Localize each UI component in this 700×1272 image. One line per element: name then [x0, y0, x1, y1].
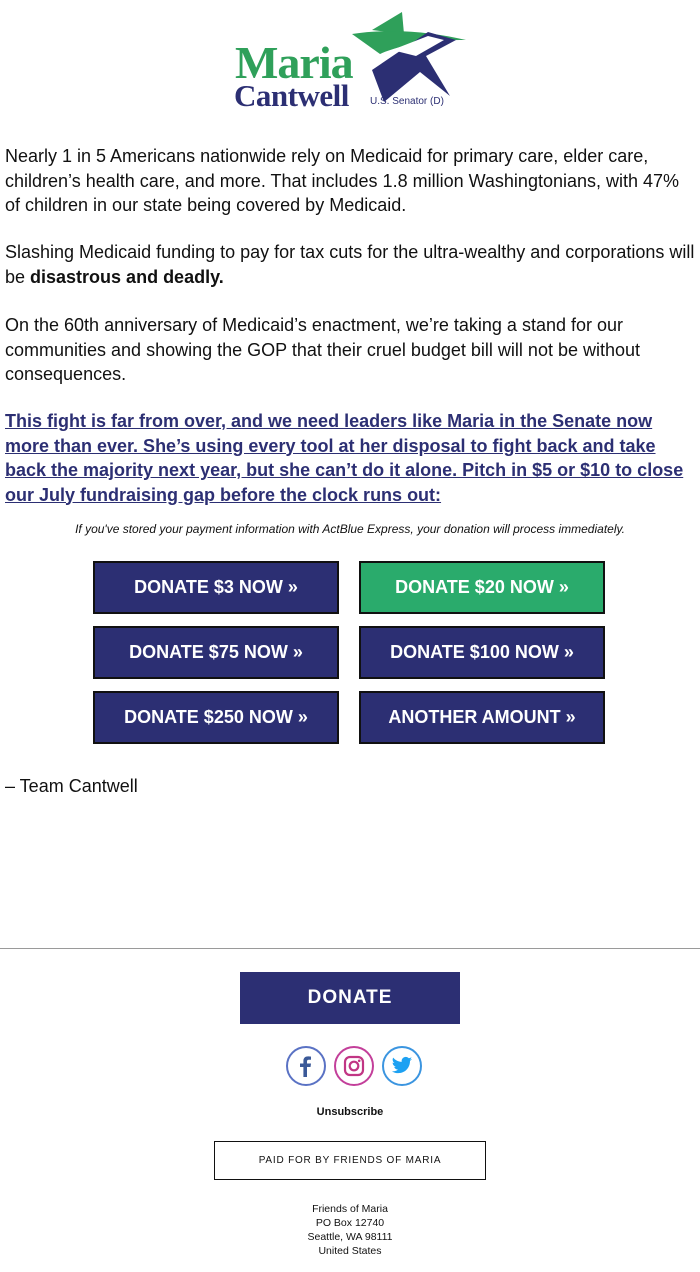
address-line: United States [318, 1245, 382, 1257]
paragraph-funding-cuts-text: Slashing Medicaid funding to pay for tax cuts for the ultra-wealthy and corporations will be [5, 242, 695, 287]
actblue-note: If you've stored your payment information with ActBlue Express, your donation will process immediately. [75, 522, 625, 536]
address-line: PO Box 12740 [315, 1217, 385, 1229]
paid-for-text: PAID FOR BY FRIENDS OF MARIA [258, 1155, 442, 1166]
donate-250-button[interactable]: DONATE $250 NOW » [93, 691, 339, 744]
logo-title: U.S. Senator (D) [370, 96, 444, 107]
paid-for-disclaimer [214, 1141, 486, 1180]
instagram-icon[interactable] [334, 1046, 374, 1086]
paragraph-anniversary: On the 60th anniversary of Medicaid’s enactment, we’re taking a stand for our communities and showing the GOP that their cruel budget bill will not be without consequences. [5, 315, 641, 384]
unsubscribe-link[interactable]: Unsubscribe [316, 1106, 384, 1118]
footer-donate-button[interactable]: DONATE [240, 972, 460, 1024]
campaign-logo [232, 10, 468, 113]
donate-75-button[interactable]: DONATE $75 NOW » [93, 626, 339, 679]
address-line: Seattle, WA 98111 [307, 1231, 393, 1243]
paragraph-funding-cuts [5, 240, 695, 289]
logo-first-name: Maria [235, 37, 353, 88]
logo-last-name: Cantwell [234, 78, 349, 113]
paragraph-funding-cuts-bold: disastrous and deadly. [30, 266, 224, 287]
address-line: Friends of Maria [312, 1203, 388, 1215]
donate-100-button[interactable]: DONATE $100 NOW » [359, 626, 605, 679]
donate-3-button[interactable]: DONATE $3 NOW » [93, 561, 339, 614]
donate-other-amount-button[interactable]: ANOTHER AMOUNT » [359, 691, 605, 744]
paragraph-medicaid-stats: Nearly 1 in 5 Americans nationwide rely on Medicaid for primary care, elder care, children’s health care, and more. That includes 1.8 million Washingtonians, with 47% of children in our state being covered by Medicaid. [5, 146, 680, 215]
donate-20-button[interactable]: DONATE $20 NOW » [359, 561, 605, 614]
signoff: – Team Cantwell [5, 776, 138, 796]
footer-divider [0, 948, 700, 949]
facebook-icon[interactable] [286, 1046, 326, 1086]
donate-cta-link[interactable]: This fight is far from over, and we need leaders like Maria in the Senate now more than ever. She’s using every tool at her disposal to fight back and take back the majority next year, but she can’t do it alone. Pitch in $5 or $10 to close our July fundraising gap before the clock runs out: [5, 411, 684, 505]
twitter-icon[interactable] [382, 1046, 422, 1086]
